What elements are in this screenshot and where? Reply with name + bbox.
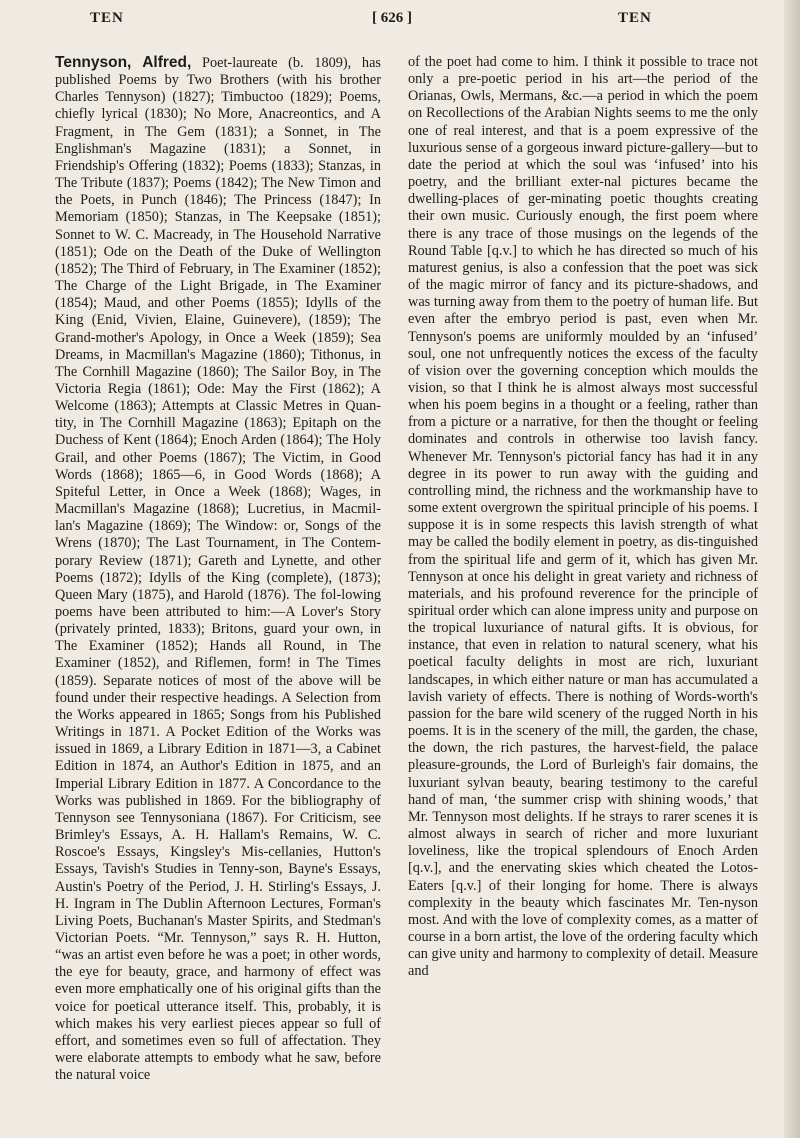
running-header: [0, 6, 800, 32]
entry-body-text: Poet-laureate (b. 1809), has published Poems by Two Brothers (with his brother Charles Tennyson) (1827); Timbuctoo (1829); Poems, chiefly lyrical (1830); No More, Anacreontics, and A Fragment, in The Gem (1831); a Sonnet, in The Englishman's Magazine (1831); a Sonnet, in Friendship's Offering (1832); Poems (1833); Stanzas, in The Tribute (1837); Poems (1842); The New Timon and the Poets, in Punch (1846); The Princess (1847); In Memoriam (1850); Stanzas, in The Keepsake (1851); Sonnet to W. C. Macready, in The Household Narrative (1851); Ode on the Death of the Duke of Wellington (1852); The Third of February, in The Examiner (1852); The Charge of the Light Brigade, in The Examiner (1854); Maud, and other Poems (1855); Idylls of the King (Enid, Vivien, Elaine, Guinevere), (1859); The Grand-mother's Apology, in Once a Week (1859); Sea Dreams, in Macmillan's Magazine (1860); Tithonus, in The Cornhill Magazine (1860); The Sailor Boy, in The Victoria Regia (1861); Ode: May the First (1862); A Welcome (1863); Attempts at Classic Metres in Quan-tity, in The Cornhill Magazine (1863); Epitaph on the Duchess of Kent (1864); Enoch Arden (1864); The Holy Grail, and other Poems (1867); The Victim, in Good Words (1868); 1865—6, in Good Words (1868); A Spiteful Letter, in Once a Week (1868); Wages, in Macmillan's Magazine (1868); Lucretius, in Macmil-lan's Magazine (1869); The Window: or, Songs of the Wrens (1870); The Last Tournament, in The Contem-porary Review (1871); Gareth and Lynette, and other Poems (1872); Idylls of the King (complete), (1873); Queen Mary (1875), and Harold (1876). The fol-lowing poems have been attributed to him:—A Lover's Story (privately printed, 1833); Britons, guard your own, in The Examiner (1852); Hands all Round, in The Examiner (1852), and Riflemen, form! in The Times (1859). Separate notices of most of the above will be found under their respective headings. A Selection from the Works appeared in 1865; Songs from his Published Writings in 1871. A Pocket Edition of the Works was issued in 1869, a Library Edition in 1871—3, a Cabinet Edition in 1874, an Author's Edition in 1875, and an Imperial Library Edition in 1877. A Concordance to the Works was published in 1869. For the bibliography of Tennyson see Tennysoniana (1867). For Criticism, see Brimley's Essays, A. H. Hallam's Remains, W. C. Roscoe's Essays, Kingsley's Mis-cellanies, Hutton's Essays, Tavish's Studies in Tenny-son, Bayne's Essays, Austin's Poetry of the Period, J. H. Stirling's Essays, J. H. Ingram in The Dublin Afternoon Lectures, Forman's Living Poets, Buchanan's Master Spirits, and Stedman's Victorian Poets. “Mr. Tennyson,” says R. H. Hutton, “was an artist even before he was a poet; in other words, the eye for beauty, grace, and harmony of effect was even more emphatically one of his original gifts than the voice for poetical utterance itself. This, probably, it is which makes his very earliest pieces appear so full of effort, and sometimes even so full of affectation. They were elaborate attempts to embody what he saw, before the natural voice: [55, 55, 381, 1084]
header-left-word: TEN: [90, 10, 124, 26]
right-column: [408, 54, 758, 980]
page-edge: [784, 0, 800, 1138]
left-column: [55, 54, 381, 1084]
header-right-word: TEN: [618, 10, 652, 26]
entry-headword: Tennyson, Alfred,: [55, 54, 192, 71]
continued-paragraph: of the poet had come to him. I think it possible to trace not only a pre-poetic period in his art—the period of the Orianas, Owls, Mermans, &c.—a period in which the poem on Recollections of the Arabian Nights seems to me the only one of real interest, and that is a poem expressive of the luxurious sense of a gorgeous inward picture-gallery—but to date the period at which the soul was ‘infused’ into his poetry, and the brilliant exter-nal pictures became the dwelling-places of ger-minating poetic thoughts creating their own music. Curiously enough, the first poem where there is any trace of those musings on the legends of the Round Table [q.v.] to which he has directed so much of his maturest genius, is also a confession that the poet was sick of the magic mirror of fancy and its picture-shadows, and was turning away from them to the poetry of human life. But even after the embryo period is past, even when Mr. Tennyson's poems are uniformly moulded by an ‘infused’ soul, one not unfrequently notices the excess of the faculty of vision over the governing conception which moulds the vision, so that I think he is almost always most successful when his poem begins in a thought or a feeling, rather than from a picture or a narrative, for then the thought or feeling dominates and controls in otherwise too lavish fancy. Whenever Mr. Tennyson's pictorial fancy has had it in any degree in its power to run away with the guiding and controlling mind, the richness and the workmanship have to some extent overgrown the spiritual principle of his poems. I suppose it is in some respects this lavish strength of what may be called the bodily element in poetry, as dis-tinguished from the spiritual life and germ of it, which has given Mr. Tennyson at once his delight in great variety and richness of materials, and his profound reverence for the principle of spiritual order which can alone impress unity and purpose on the tropical luxuriance of natural gifts. It is obvious, for instance, that even in relation to natural scenery, what his poetical faculty delights in most are rich, luxuriant landscapes, in which either nature or man has accumulated a lavish variety of effects. There is nothing of Words-worth's passion for the bare wild scenery of the rugged North in his poems. It is in the scenery of the mill, the garden, the chase, the down, the rich pastures, the harvest-field, the palace pleasure-grounds, the Lord of Burleigh's fair domains, the luxuriant sylvan beauty, bearing testimony to the careful hand of man, ‘the summer crisp with shining woods,’ that Mr. Tennyson most delights. If he strays to rarer scenes it is almost always in search of richer and more luxuriant loveliness, like the tropical splendours of Enoch Arden [q.v.], and the enervating skies which cheated the Lotos-Eaters [q.v.] of their longing for home. There is always complexity in the beauty which fascinates Mr. Ten-nyson most. And with the love of complexity comes, as a matter of course in a born artist, the love of the ordering faculty which can give unity and harmony to complexity of detail. Measure and: [408, 54, 758, 980]
entry-paragraph: [55, 54, 381, 1084]
page-number: [ 626 ]: [372, 10, 412, 26]
